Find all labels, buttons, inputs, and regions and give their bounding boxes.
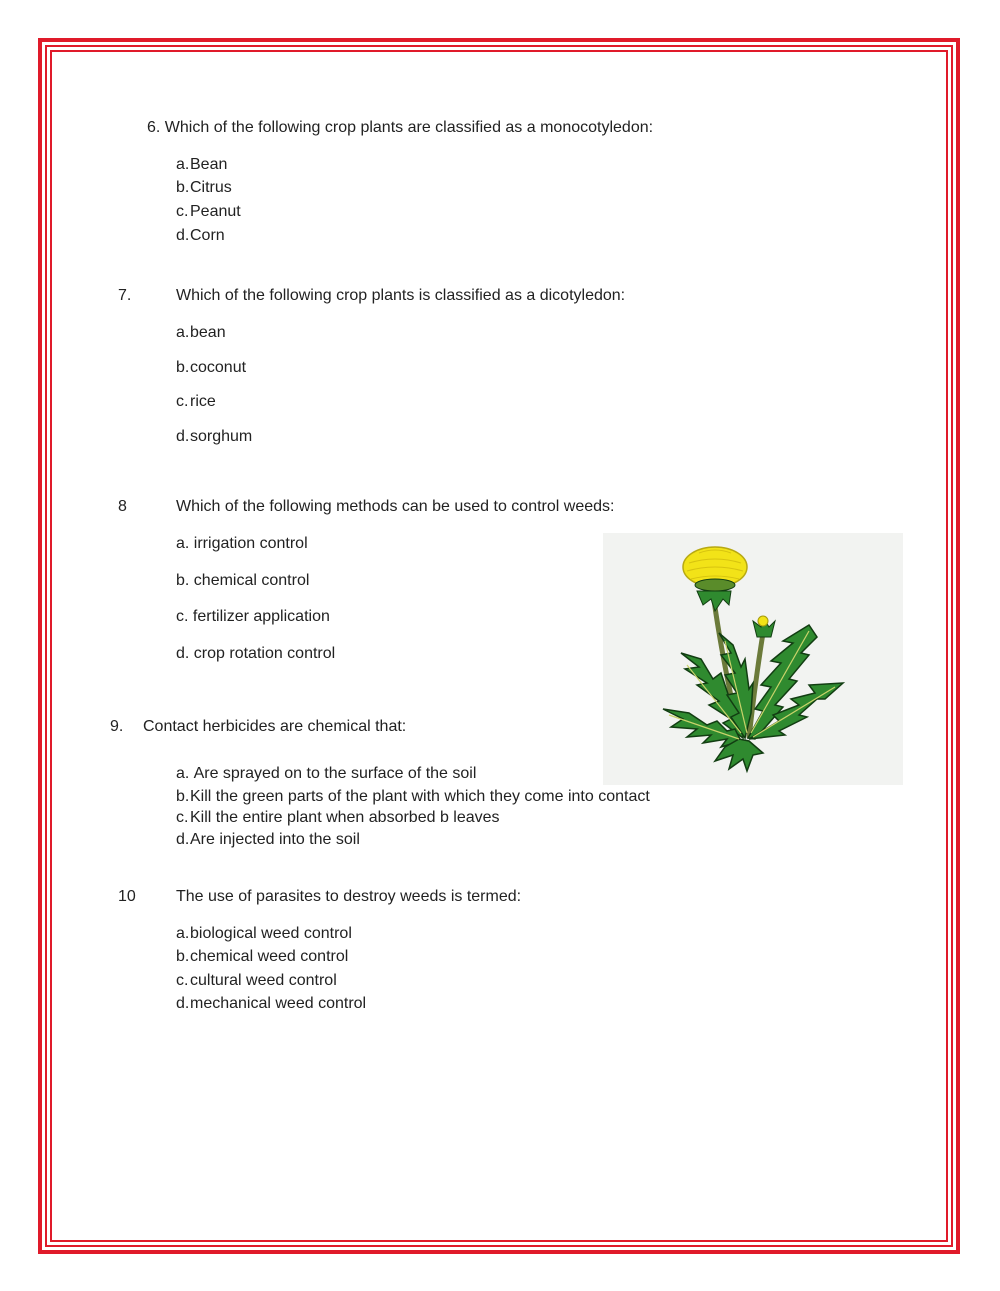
option-a[interactable] bbox=[176, 764, 476, 784]
option-b[interactable] bbox=[176, 178, 232, 198]
question-prompt: Contact herbicides are chemical that: bbox=[143, 718, 407, 735]
option-letter: d. bbox=[176, 428, 190, 445]
question-number: 10 bbox=[118, 888, 136, 905]
option-text: Kill the entire plant when absorbed b leaves bbox=[190, 809, 500, 826]
option-b[interactable] bbox=[176, 571, 309, 591]
option-b[interactable] bbox=[176, 358, 246, 378]
question-prompt: Which of the following crop plants are classified as a monocotyledon: bbox=[164, 119, 654, 136]
option-letter: c. bbox=[176, 809, 189, 826]
option-letter: c. bbox=[176, 972, 189, 989]
option-text: fertilizer application bbox=[192, 608, 330, 625]
option-text: chemical control bbox=[193, 572, 310, 589]
option-b[interactable] bbox=[176, 947, 348, 967]
question-number: 8 bbox=[118, 498, 127, 515]
option-text: Are sprayed on to the surface of the soil bbox=[193, 765, 477, 782]
option-letter: a. bbox=[176, 765, 190, 782]
option-c[interactable] bbox=[176, 971, 337, 991]
option-text: sorghum bbox=[190, 428, 253, 445]
option-d[interactable] bbox=[176, 830, 360, 850]
option-text: cultural weed control bbox=[190, 972, 337, 989]
option-text: Are injected into the soil bbox=[190, 831, 360, 848]
option-c[interactable] bbox=[176, 607, 330, 627]
option-text: irrigation control bbox=[193, 535, 308, 552]
option-a[interactable] bbox=[176, 534, 308, 554]
option-letter: b. bbox=[176, 359, 190, 376]
option-text: Corn bbox=[190, 227, 225, 244]
option-letter: d. bbox=[176, 831, 190, 848]
option-text: Kill the green parts of the plant with which they come into contact bbox=[190, 788, 650, 805]
option-letter: a. bbox=[176, 156, 190, 173]
option-text: bean bbox=[190, 324, 226, 341]
question-number: 9. bbox=[110, 718, 124, 735]
option-text: rice bbox=[190, 393, 216, 410]
option-d[interactable] bbox=[176, 644, 335, 664]
option-letter: b. bbox=[176, 572, 190, 589]
option-text: chemical weed control bbox=[190, 948, 349, 965]
option-text: biological weed control bbox=[190, 925, 352, 942]
option-text: mechanical weed control bbox=[190, 995, 367, 1012]
option-text: Citrus bbox=[190, 179, 232, 196]
option-letter: b. bbox=[176, 179, 190, 196]
option-letter: d. bbox=[176, 227, 190, 244]
option-text: coconut bbox=[190, 359, 247, 376]
option-letter: c. bbox=[176, 393, 189, 410]
dandelion-illustration bbox=[603, 533, 903, 785]
option-b[interactable] bbox=[176, 787, 650, 807]
option-d[interactable] bbox=[176, 427, 252, 447]
option-a[interactable] bbox=[176, 155, 227, 175]
option-letter: a. bbox=[176, 925, 190, 942]
option-letter: d. bbox=[176, 995, 190, 1012]
option-c[interactable] bbox=[176, 202, 241, 222]
option-letter: b. bbox=[176, 788, 190, 805]
option-text: Bean bbox=[190, 156, 228, 173]
option-text: crop rotation control bbox=[193, 645, 336, 662]
option-a[interactable] bbox=[176, 924, 352, 944]
option-letter: c. bbox=[176, 608, 189, 625]
option-letter: a. bbox=[176, 535, 190, 552]
option-text: Peanut bbox=[190, 203, 241, 220]
question-prompt: Which of the following crop plants is classified as a dicotyledon: bbox=[176, 287, 626, 304]
option-letter: b. bbox=[176, 948, 190, 965]
option-c[interactable] bbox=[176, 808, 500, 828]
option-letter: a. bbox=[176, 324, 190, 341]
option-d[interactable] bbox=[176, 226, 225, 246]
dandelion-icon bbox=[603, 533, 903, 785]
question-number: 6. bbox=[147, 119, 161, 136]
question-6-text bbox=[147, 118, 653, 138]
option-c[interactable] bbox=[176, 392, 216, 412]
option-d[interactable] bbox=[176, 994, 366, 1014]
question-prompt: The use of parasites to destroy weeds is termed: bbox=[176, 888, 522, 905]
question-prompt: Which of the following methods can be used to control weeds: bbox=[176, 498, 615, 515]
option-a[interactable] bbox=[176, 323, 226, 343]
option-letter: d. bbox=[176, 645, 190, 662]
option-letter: c. bbox=[176, 203, 189, 220]
question-number: 7. bbox=[118, 287, 132, 304]
